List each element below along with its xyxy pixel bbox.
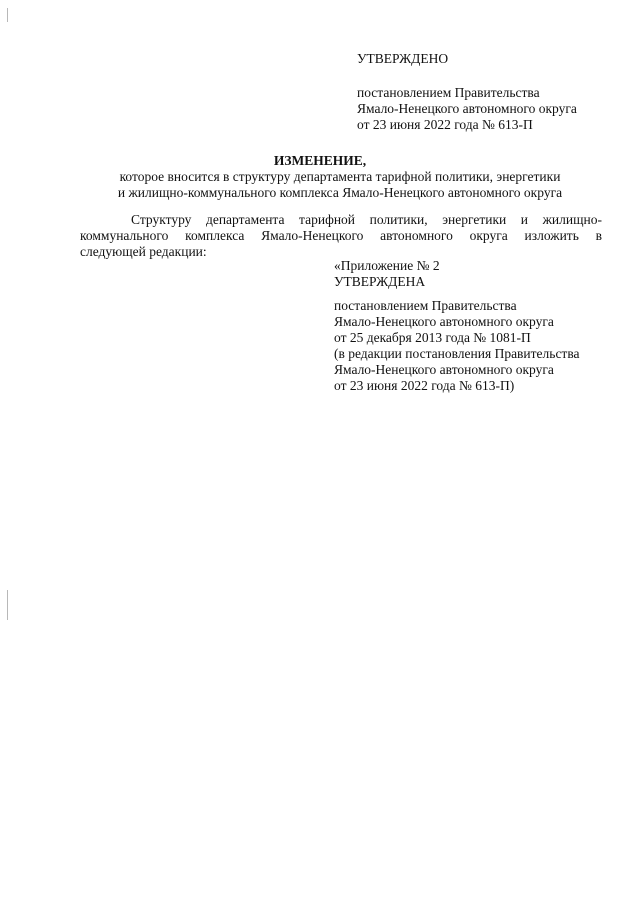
title-subline: которое вносится в структуру департамента тарифной политики, энергетики — [119, 169, 561, 184]
approval-line: от 23 июня 2022 года № 613-П — [357, 117, 533, 132]
appendix-label: «Приложение № 2 — [334, 258, 440, 273]
approval-line: постановлением Правительства — [357, 85, 540, 100]
appendix-line: постановлением Правительства — [334, 298, 517, 313]
appendix-heading: УТВЕРЖДЕНА — [334, 274, 426, 289]
appendix-line: от 25 декабря 2013 года № 1081-П — [334, 330, 531, 345]
body-line: следующей редакции: — [80, 244, 207, 259]
scan-mark — [7, 8, 8, 22]
appendix-line: Ямало-Ненецкого автономного округа — [334, 362, 554, 377]
approval-heading: УТВЕРЖДЕНО — [357, 51, 449, 66]
document-title: ИЗМЕНЕНИЕ, — [273, 153, 367, 168]
appendix-line: от 23 июня 2022 года № 613-П) — [334, 378, 515, 393]
appendix-line: (в редакции постановления Правительства — [334, 346, 580, 361]
body-line: Структуру департамента тарифной политики, энергетики и жилищно- — [131, 212, 602, 227]
title-subline: и жилищно-коммунального комплекса Ямало-Ненецкого автономного округа — [117, 185, 563, 200]
scan-mark — [7, 590, 8, 620]
body-line: коммунального комплекса Ямало-Ненецкого автономного округа изложить в — [80, 228, 602, 243]
approval-line: Ямало-Ненецкого автономного округа — [357, 101, 577, 116]
appendix-line: Ямало-Ненецкого автономного округа — [334, 314, 554, 329]
